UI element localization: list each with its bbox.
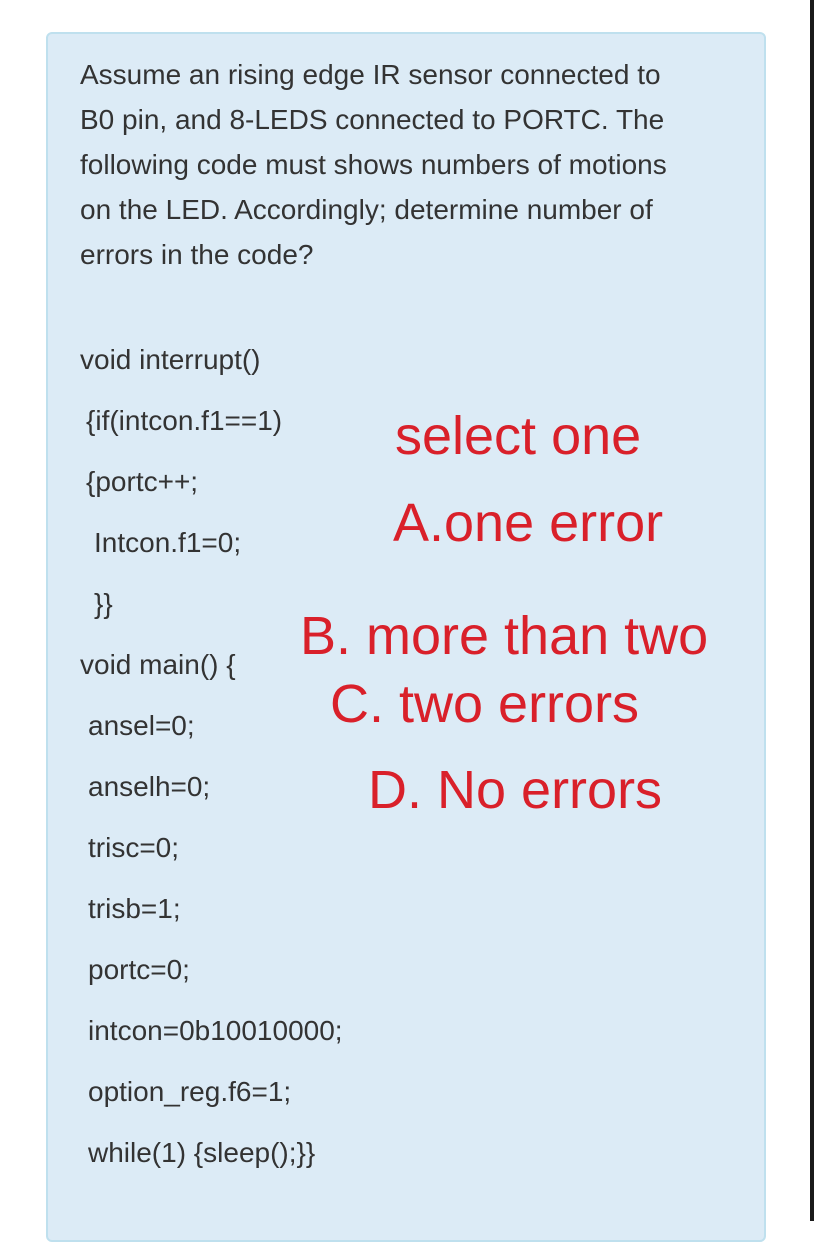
screen-edge	[810, 0, 814, 1221]
code-line-13: option_reg.f6=1;	[88, 1076, 292, 1107]
code-line-3: {portc++;	[86, 466, 199, 497]
code-line-12: intcon=0b10010000;	[88, 1015, 343, 1046]
answer-option-b: B. more than two	[300, 606, 709, 666]
code-line-9: trisc=0;	[88, 832, 180, 863]
code-line-5: }}	[94, 588, 113, 619]
code-line-6: void main() {	[80, 649, 236, 680]
answer-option-c: C. two errors	[330, 674, 640, 734]
code-line-14: while(1) {sleep();}}	[88, 1137, 316, 1168]
question-text: Assume an rising edge IR sensor connected to B0 pin, and 8-LEDS connected to PORTC. The following code must shows numbers of motions on the LED. Accordingly; determine number of errors in the code?	[80, 59, 667, 270]
code-line-11: portc=0;	[88, 954, 190, 985]
code-line-7: ansel=0;	[88, 710, 195, 741]
answer-option-d: D. No errors	[368, 760, 663, 820]
answer-option-a: A.one error	[393, 493, 664, 553]
select-one-label: select one	[395, 406, 642, 466]
code-line-4: Intcon.f1=0;	[94, 527, 242, 558]
code-line-2: {if(intcon.f1==1)	[86, 405, 283, 436]
code-line-10: trisb=1;	[88, 893, 181, 924]
code-line-1: void interrupt()	[80, 344, 261, 375]
code-line-8: anselh=0;	[88, 771, 211, 802]
